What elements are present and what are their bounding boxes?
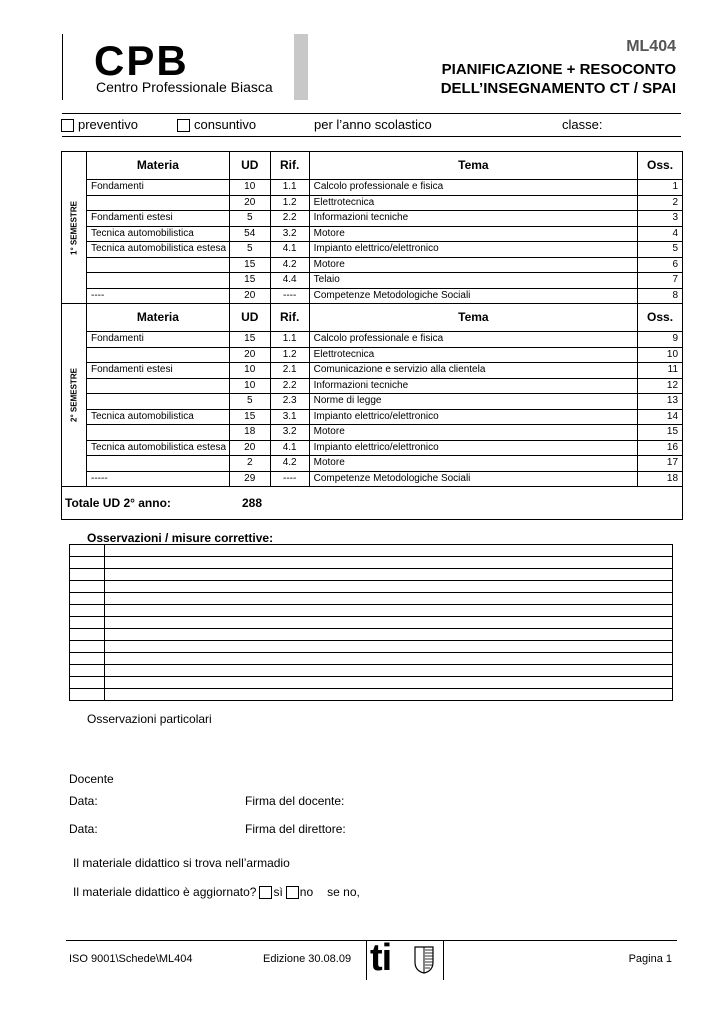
observation-cell-text[interactable] <box>105 605 672 616</box>
cell-materia: Fondamenti estesi <box>87 211 230 226</box>
observation-cell-text[interactable] <box>105 677 672 688</box>
cell-rif: 4.2 <box>271 258 310 273</box>
classe-text: classe: <box>562 117 603 132</box>
header-tema: Tema <box>310 152 638 179</box>
table-row <box>87 331 682 347</box>
observation-cell-date[interactable] <box>70 665 105 676</box>
totale-row <box>62 487 682 519</box>
planning-table <box>61 151 683 520</box>
cell-materia: Tecnica automobilistica estesa <box>87 441 230 456</box>
observation-row[interactable] <box>70 580 672 592</box>
materiale-armadio-text: Il materiale didattico si trova nell’armadio <box>73 856 290 870</box>
table-row <box>87 195 682 211</box>
cell-materia: Tecnica automobilistica estesa <box>87 242 230 257</box>
anno-text: per l’anno scolastico <box>314 117 432 132</box>
docente-label: Docente <box>69 772 114 786</box>
observation-cell-text[interactable] <box>105 593 672 604</box>
observation-cell-date[interactable] <box>70 569 105 580</box>
observation-cell-text[interactable] <box>105 617 672 628</box>
observation-cell-text[interactable] <box>105 641 672 652</box>
cell-rif: 2.3 <box>271 394 310 409</box>
cell-oss: 8 <box>672 289 679 301</box>
semester-1-rows <box>87 152 682 303</box>
cell-materia <box>87 348 230 363</box>
header-materia: Materia <box>87 152 230 179</box>
document-code: ML404 <box>626 38 676 55</box>
cell-materia: Fondamenti estesi <box>87 363 230 378</box>
cell-ud: 5 <box>230 211 271 226</box>
table-row <box>87 272 682 288</box>
data-label-1: Data: <box>69 794 98 808</box>
header-oss: Oss. <box>647 158 674 172</box>
observation-row[interactable] <box>70 604 672 616</box>
cell-ud: 20 <box>230 196 271 211</box>
table-row <box>87 471 682 487</box>
cell-ud: 5 <box>230 394 271 409</box>
table-row <box>87 424 682 440</box>
observation-row[interactable] <box>70 592 672 604</box>
se-no-label: se no, <box>327 885 360 899</box>
observation-row[interactable] <box>70 676 672 688</box>
cell-materia <box>87 379 230 394</box>
header-tema: Tema <box>310 304 638 331</box>
options-top-rule <box>62 113 681 114</box>
totale-value: 288 <box>242 496 263 510</box>
preventivo-label: preventivo <box>78 117 138 132</box>
osservazioni-particolari-label: Osservazioni particolari <box>87 712 212 726</box>
cell-tema: Motore <box>310 258 638 273</box>
observation-row[interactable] <box>70 688 672 700</box>
semester-1-section <box>62 152 682 304</box>
cell-materia: ---- <box>87 289 230 304</box>
preventivo-checkbox[interactable] <box>61 119 74 132</box>
title-line-2: DELL’INSEGNAMENTO CT / SPAI <box>440 80 676 97</box>
semester-2-label: 2° SEMESTRE <box>62 304 87 486</box>
observation-cell-text[interactable] <box>105 689 672 700</box>
table-row <box>87 347 682 363</box>
cell-oss: 3 <box>672 212 679 223</box>
cell-oss: 6 <box>672 258 679 270</box>
cpb-logo: CPB <box>94 37 189 84</box>
table-row <box>87 440 682 456</box>
observation-cell-date[interactable] <box>70 689 105 700</box>
consuntivo-checkbox[interactable] <box>177 119 190 132</box>
observation-row[interactable] <box>70 640 672 652</box>
observation-row[interactable] <box>70 628 672 640</box>
no-label: no <box>299 885 314 899</box>
cell-rif: 1.1 <box>271 332 310 347</box>
firma-docente-label: Firma del docente: <box>245 794 345 808</box>
logo-subtitle: Centro Professionale Biasca <box>96 79 273 95</box>
cell-tema: Informazioni tecniche <box>310 379 638 394</box>
table-header-row <box>87 304 682 331</box>
si-label: sì <box>273 885 283 899</box>
header-oss: Oss. <box>647 310 674 324</box>
observation-cell-date[interactable] <box>70 653 105 664</box>
table-row <box>87 226 682 242</box>
observation-cell-text[interactable] <box>105 545 672 556</box>
observation-cell-date[interactable] <box>70 677 105 688</box>
observation-cell-text[interactable] <box>105 665 672 676</box>
totale-label: Totale UD 2° anno: <box>65 496 171 510</box>
cell-ud: 20 <box>230 289 271 304</box>
cell-rif: 2.2 <box>271 379 310 394</box>
observation-row[interactable] <box>70 652 672 664</box>
cell-tema: Motore <box>310 425 638 440</box>
semester-2-rows <box>87 304 682 486</box>
si-checkbox[interactable] <box>259 886 272 899</box>
cell-ud: 15 <box>230 273 271 288</box>
cell-ud: 15 <box>230 258 271 273</box>
cell-rif: 1.1 <box>271 180 310 195</box>
table-row <box>87 257 682 273</box>
observation-row[interactable] <box>70 664 672 676</box>
table-row <box>87 288 682 304</box>
cell-oss: 16 <box>666 441 679 453</box>
observation-cell-date[interactable] <box>70 605 105 616</box>
header-rif: Rif. <box>271 304 310 331</box>
semester-1-label: 1° SEMESTRE <box>62 152 87 303</box>
cell-tema: Impianto elettrico/elettronico <box>310 441 638 456</box>
observation-cell-date[interactable] <box>70 581 105 592</box>
cell-materia: ----- <box>87 472 230 487</box>
cell-materia: Fondamenti <box>87 180 230 195</box>
data-label-2: Data: <box>69 822 98 836</box>
footer-divider-right <box>443 940 444 980</box>
cell-materia <box>87 425 230 440</box>
consuntivo-label: consuntivo <box>194 117 257 132</box>
cell-rif: ---- <box>271 289 310 304</box>
table-row <box>87 362 682 378</box>
footer-page: Pagina 1 <box>628 953 672 965</box>
observation-cell-date[interactable] <box>70 641 105 652</box>
cell-ud: 20 <box>230 441 271 456</box>
observation-cell-date[interactable] <box>70 617 105 628</box>
cell-oss: 7 <box>672 274 679 285</box>
cell-ud: 10 <box>230 180 271 195</box>
cell-tema: Elettrotecnica <box>310 348 638 363</box>
observation-cell-text[interactable] <box>105 653 672 664</box>
cell-ud: 18 <box>230 425 271 440</box>
ticino-logo: ti <box>370 937 392 979</box>
cell-tema: Competenze Metodologiche Sociali <box>310 289 638 304</box>
footer-divider-left <box>366 940 367 980</box>
cell-tema: Telaio <box>310 273 638 288</box>
cell-oss: 11 <box>667 364 679 375</box>
classe-label <box>562 118 602 132</box>
cell-tema: Elettrotecnica <box>310 196 638 211</box>
anno-scolastico-label <box>314 118 432 132</box>
cell-oss: 1 <box>672 181 679 192</box>
table-row <box>87 378 682 394</box>
cell-ud: 5 <box>230 242 271 257</box>
observations-title: Osservazioni / misure correttive: <box>87 531 274 545</box>
materiale-aggiornato-row <box>73 885 360 899</box>
cell-materia: Tecnica automobilistica <box>87 227 230 242</box>
cell-oss: 2 <box>672 196 679 208</box>
cell-tema: Impianto elettrico/elettronico <box>310 410 638 425</box>
no-checkbox[interactable] <box>286 886 299 899</box>
observation-cell-text[interactable] <box>105 557 672 568</box>
cell-rif: 4.2 <box>271 456 310 471</box>
materiale-aggiornato-question: Il materiale didattico è aggiornato? <box>73 885 257 899</box>
cell-materia: Tecnica automobilistica <box>87 410 230 425</box>
observation-row[interactable] <box>70 568 672 580</box>
cell-rif: ---- <box>271 472 310 487</box>
header-ud: UD <box>230 304 271 331</box>
consuntivo-option[interactable] <box>177 118 256 132</box>
cell-rif: 1.2 <box>271 348 310 363</box>
cell-tema: Calcolo professionale e fisica <box>310 180 638 195</box>
table-row <box>87 393 682 409</box>
cell-rif: 2.2 <box>271 211 310 226</box>
cell-rif: 3.2 <box>271 425 310 440</box>
logo-divider <box>62 34 63 100</box>
cell-rif: 3.2 <box>271 227 310 242</box>
cell-oss: 4 <box>672 227 679 239</box>
options-bottom-rule <box>62 136 681 137</box>
cell-rif: 1.2 <box>271 196 310 211</box>
cell-ud: 20 <box>230 348 271 363</box>
cell-tema: Motore <box>310 227 638 242</box>
cell-materia <box>87 394 230 409</box>
cell-tema: Norme di legge <box>310 394 638 409</box>
document-title <box>441 60 676 98</box>
header-rif: Rif. <box>271 152 310 179</box>
header-accent-bar <box>294 34 308 100</box>
cell-oss: 18 <box>666 472 679 484</box>
observation-cell-date[interactable] <box>70 557 105 568</box>
cell-materia <box>87 196 230 211</box>
title-line-1: PIANIFICAZIONE + RESOCONTO <box>441 61 676 78</box>
table-row <box>87 455 682 471</box>
observation-cell-text[interactable] <box>105 581 672 592</box>
cell-oss: 14 <box>666 410 679 422</box>
observation-row[interactable] <box>70 545 672 556</box>
cell-rif: 4.1 <box>271 242 310 257</box>
cell-ud: 54 <box>230 227 271 242</box>
observation-row[interactable] <box>70 616 672 628</box>
preventivo-option[interactable] <box>61 118 138 132</box>
cell-oss: 15 <box>666 426 679 437</box>
cell-materia: Fondamenti <box>87 332 230 347</box>
cell-materia <box>87 258 230 273</box>
cell-tema: Informazioni tecniche <box>310 211 638 226</box>
table-header-row <box>87 152 682 179</box>
observation-cell-date[interactable] <box>70 593 105 604</box>
observation-cell-text[interactable] <box>105 629 672 640</box>
cell-ud: 2 <box>230 456 271 471</box>
firma-direttore-label: Firma del direttore: <box>245 822 346 836</box>
observation-row[interactable] <box>70 556 672 568</box>
cell-rif: 4.4 <box>271 273 310 288</box>
cell-ud: 10 <box>230 363 271 378</box>
footer-edition: Edizione 30.08.09 <box>263 953 352 965</box>
cell-rif: 4.1 <box>271 441 310 456</box>
cell-ud: 15 <box>230 410 271 425</box>
footer-path: ISO 9001\Schede\ML404 <box>69 953 193 965</box>
cell-oss: 10 <box>666 348 679 360</box>
observation-cell-text[interactable] <box>105 569 672 580</box>
cell-materia <box>87 273 230 288</box>
cell-rif: 3.1 <box>271 410 310 425</box>
observation-cell-date[interactable] <box>70 629 105 640</box>
table-row <box>87 179 682 195</box>
table-row <box>87 210 682 226</box>
cell-tema: Competenze Metodologiche Sociali <box>310 472 638 487</box>
header-materia: Materia <box>87 304 230 331</box>
observation-cell-date[interactable] <box>70 545 105 556</box>
cell-materia <box>87 456 230 471</box>
observations-grid[interactable] <box>69 544 673 701</box>
cell-tema: Calcolo professionale e fisica <box>310 332 638 347</box>
table-row <box>87 409 682 425</box>
cell-oss: 9 <box>672 333 679 344</box>
cell-oss: 13 <box>666 395 679 406</box>
cell-tema: Motore <box>310 456 638 471</box>
table-row <box>87 241 682 257</box>
cell-tema: Impianto elettrico/elettronico <box>310 242 638 257</box>
cell-oss: 17 <box>666 457 679 468</box>
cell-oss: 5 <box>672 243 679 254</box>
cell-oss: 12 <box>666 379 679 391</box>
header-ud: UD <box>230 152 271 179</box>
cell-ud: 15 <box>230 332 271 347</box>
cell-tema: Comunicazione e servizio alla clientela <box>310 363 638 378</box>
semester-2-section <box>62 304 682 487</box>
ticino-shield-icon <box>414 946 434 974</box>
cell-ud: 29 <box>230 472 271 487</box>
cell-rif: 2.1 <box>271 363 310 378</box>
cell-ud: 10 <box>230 379 271 394</box>
